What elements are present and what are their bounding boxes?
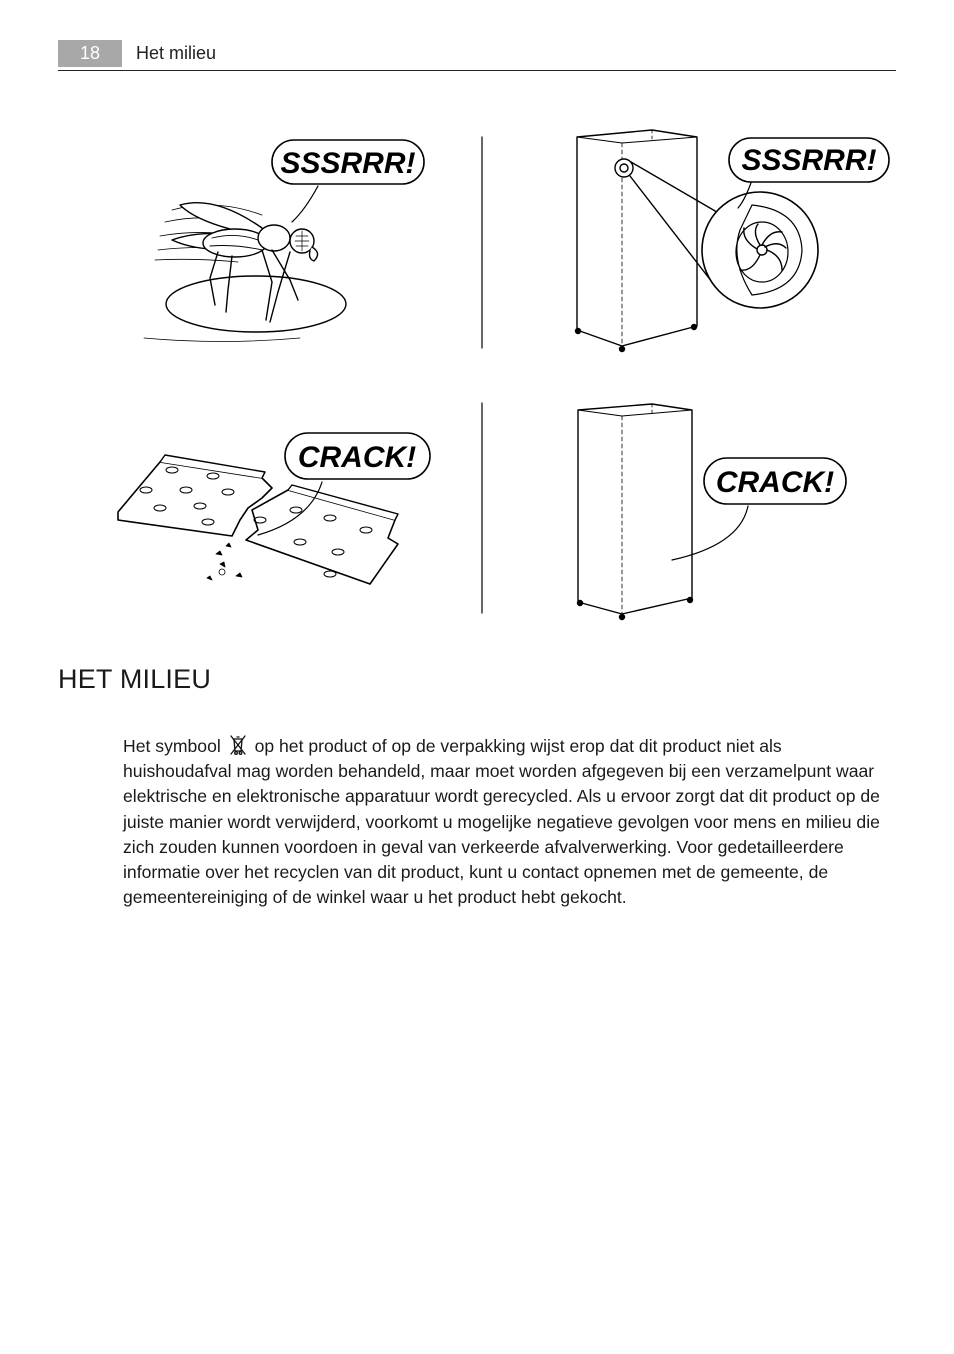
page-number: 18 (58, 40, 122, 67)
cracker-sound-text: CRACK! (297, 441, 417, 474)
fly-illustration (144, 186, 346, 342)
fan-sound-text: SSSRRR! (741, 144, 877, 177)
crossed-out-wheelie-bin-icon (228, 734, 248, 756)
header-title: Het milieu (136, 43, 217, 63)
cabinet-sound-text: CRACK! (715, 466, 835, 499)
fly-sound-text: SSSRRR! (280, 147, 416, 180)
paragraph-intro: Het symbool (123, 736, 221, 756)
environment-paragraph (123, 734, 893, 910)
noise-illustrations (0, 0, 954, 640)
cabinet-illustration (578, 404, 749, 620)
section-title: HET MILIEU (58, 664, 212, 694)
paragraph-body: op het product of op de verpakking wijst erop dat dit product niet als huishoudafval mag worden behandeld, maar moet worden afgegeven bij een verzamelpunt waar elektrische en elektronische apparatuur wordt gerecycled. Als u ervoor zorgt dat dit product op de juiste manier wordt verwijderd, voorkomt u mogelijke negatieve gevolgen voor mens en milieu die zich zouden kunnen voordoen in geval van verkeerde afvalverwerking. Voor gedetailleerdere informatie over het recyclen van dit product, kunt u contact opnemen met de gemeente, de gemeentereiniging of de winkel waar u het product hebt gekocht. (123, 736, 880, 908)
